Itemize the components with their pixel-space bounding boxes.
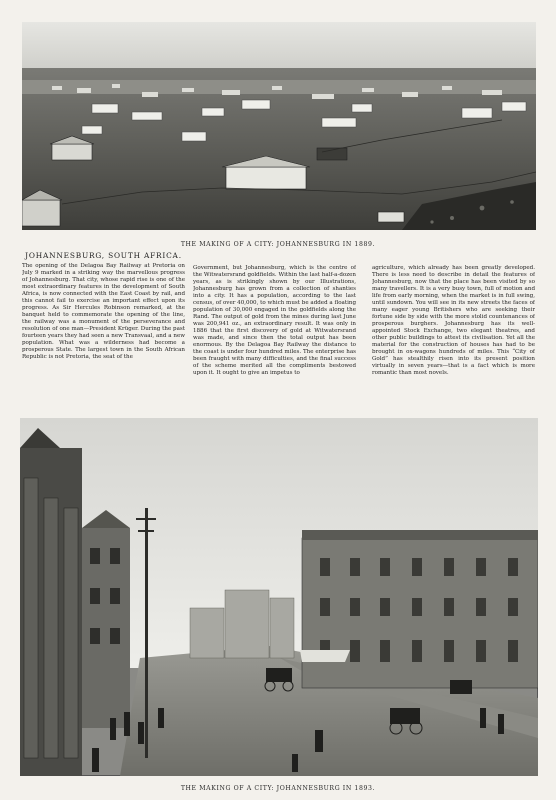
article-title: JOHANNESBURG, SOUTH AFRICA.	[25, 252, 182, 260]
top-photo-caption: THE MAKING OF A CITY: JOHANNESBURG IN 1889.	[180, 241, 376, 248]
article-column-text: Government, but Johannesburg, which is the centre of the Witwatersrand goldfields. Within the last half-a-dozen years, as is strikingly shown by our Illustrations, Johannesburg has grown from a collection of shanties into a city. It has a population, according to the last census, of over 40,000, to which must be added a floating population of 30,000 engaged in the goldfields along the Rand. The output of gold from the mines during last June was 200,941 oz., an extraordinary result. It was only in 1886 that the first discovery of gold at Witwatersrand was made, and since then the total output has been enormous. By the Delagoa Bay Railway the distance to the coast is under four hundred miles. The enterprise has been fraught with many difficulties, and the final success of the scheme merited all the compliments bestowed upon it. It ought to give an impetus to	[193, 265, 356, 376]
article-column-2	[193, 265, 356, 409]
article-column-text: The opening of the Delagoa Bay Railway at Pretoria on July 9 marked in a striking way the marvellous progress of Johannesburg. That city, whose rapid rise is one of the most extraordinary features in the development of South Africa, is now connected with the East Coast by rail, and this cannot fail to exercise an important effect upon its progress. As Sir Hercules Robinson remarked, at the banquet held to commemorate the opening of the line, the railway was a monument of the perseverance and resolution of one man—President Krüger. During the past fourteen years they had seen a new Transvaal, and a new population. What was a wilderness had become a prosperous State. The largest town in the South African Republic is not Pretoria, the seat of the	[22, 263, 185, 360]
article-column-text: agriculture, which already has been greatly developed. There is less need to describe in detail the features of Johannesburg, now that the place has been visited by so many travellers. It is a very busy town, full of motion and life from early morning, when the market is in full swing, until sundown. You will see in its new streets the faces of many eager young Britishers who are seeking their fortune side by side with the more stolid countenances of prosperous burghers. Johannesburg has its well-appointed Stock Exchange, two elegant theatres, and other public buildings to attest its civilisation. Yet all the material for the construction of houses has had to be brought in ox-wagons hundreds of miles. This “City of Gold” has stealthily risen into its present position virtually in seven years—that is a fact which is more romantic than most novels.	[372, 265, 535, 376]
article-column-3	[372, 265, 535, 409]
article-column-1	[22, 252, 185, 409]
johannesburg-1889-engraving	[22, 22, 536, 230]
bottom-photo-caption: THE MAKING OF A CITY: JOHANNESBURG IN 1893.	[180, 785, 376, 792]
johannesburg-1893-street-engraving	[20, 418, 538, 776]
